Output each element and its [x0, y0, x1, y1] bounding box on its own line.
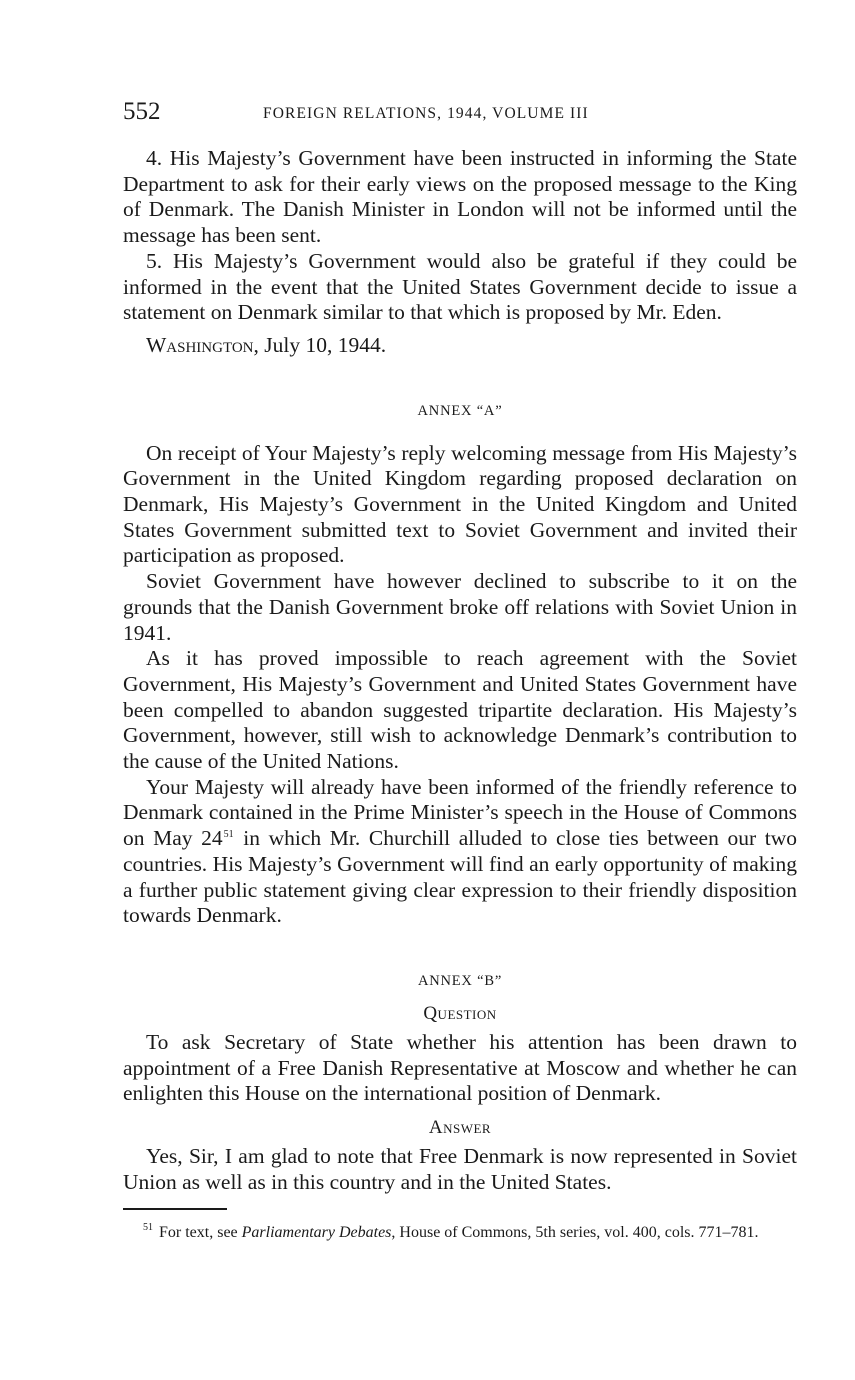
page-body [123, 146, 797, 1243]
answer-heading: Answer [428, 1117, 492, 1139]
annex-a-last-text: Your Majesty will already have been informed of the friendly reference to Denmark contained in the Prime Minister’s speech in the House of Commons on May 24 [123, 774, 797, 851]
paragraph-5: 5. His Majesty’s Government would also be grateful if they could be informed in the event that the United States Government decide to issue a statement on Denmark similar to that which is proposed by Mr. Eden. [123, 248, 797, 325]
footnote-reference: 51 [223, 829, 234, 841]
footnote [123, 1222, 797, 1243]
annex-a-heading: ANNEX “A” [417, 402, 503, 419]
page-number: 552 [123, 98, 161, 125]
dateline-date: , July 10, 1944. [253, 332, 387, 357]
annex-a-paragraph: Soviet Government have however declined to subscribe to it on the grounds that the Danish Government broke off relations with Soviet Union in 1941. [123, 569, 797, 645]
annex-a-paragraph: As it has proved impossible to reach agreement with the Soviet Government, His Majesty’s Government and United States Government have been compelled to abandon suggested tripartite declaration. His Majesty’s Government, however, still wish to acknowledge Denmark’s contribution to the cause of the United Nations. [123, 646, 797, 774]
footnote-suffix: , House of Commons, 5th series, vol. 400, cols. 771–781. [391, 1223, 759, 1241]
dateline-place: Washington [146, 332, 254, 357]
question-heading: Question [423, 1002, 497, 1024]
paragraph-4: 4. His Majesty’s Government have been instructed in informing the State Department to ask for their early views on the proposed message to the King of Denmark. The Danish Minister in London will not be informed until the message has been sent. [123, 146, 797, 248]
annex-b-heading: ANNEX “B” [417, 972, 503, 989]
page-header [123, 98, 798, 134]
footnote-prefix: For text, see [155, 1223, 242, 1241]
question-text: To ask Secretary of State whether his attention has been drawn to appointment of a Free Danish Representative at Moscow and whether he can enlighten this House on the international position of Denmark. [123, 1029, 797, 1106]
footnote-marker: 51 [143, 1222, 153, 1234]
running-head: FOREIGN RELATIONS, 1944, VOLUME III [263, 105, 589, 122]
dateline [123, 333, 797, 359]
annex-a-last-text-end: in which Mr. Churchill alluded to close ties between our two countries. His Majesty’s Government will find an early opportunity of making a further public statement giving clear expression to their friendly disposition towards Denmark. [123, 826, 797, 928]
footnote-rule [123, 1208, 227, 1210]
answer-text: Yes, Sir, I am glad to note that Free Denmark is now represented in Soviet Union as well as in this country and in the United States. [123, 1144, 797, 1194]
annex-a-paragraph: On receipt of Your Majesty’s reply welcoming message from His Majesty’s Government in the United Kingdom regarding proposed declaration on Denmark, His Majesty’s Government in the United Kingdom and United States Government submitted text to Soviet Government and invited their participation as proposed. [123, 440, 797, 568]
annex-a-paragraph [123, 775, 797, 929]
footnote-title: Parliamentary Debates [241, 1223, 392, 1241]
